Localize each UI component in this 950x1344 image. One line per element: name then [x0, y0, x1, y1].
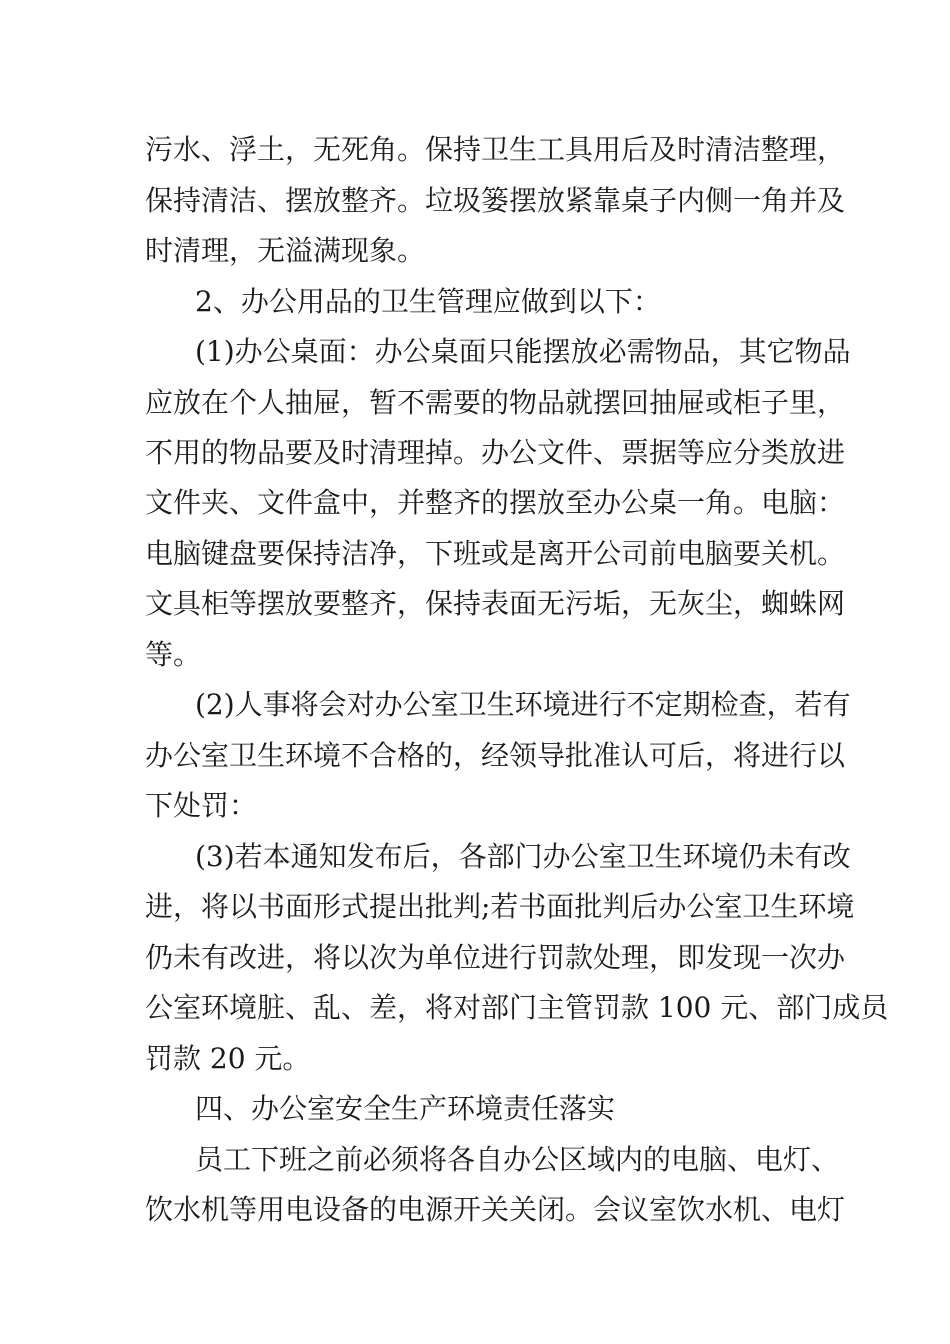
text-line: (1)办公桌面：办公桌面只能摆放必需物品，其它物品	[195, 335, 851, 368]
text-line: 应放在个人抽屉，暂不需要的物品就摆回抽屉或柜子里，	[145, 386, 846, 419]
section-heading: 四、办公室安全生产环境责任落实	[195, 1092, 616, 1125]
text-line: 文具柜等摆放要整齐，保持表面无污垢，无灰尘，蜘蛛网	[145, 587, 846, 620]
text-line: 电脑键盘要保持洁净，下班或是离开公司前电脑要关机。	[145, 537, 846, 570]
text-line: 不用的物品要及时清理掉。办公文件、票据等应分类放进	[145, 436, 846, 469]
text-line: 仍未有改进，将以次为单位进行罚款处理，即发现一次办	[145, 941, 846, 974]
section-heading: 2、办公用品的卫生管理应做到以下：	[195, 285, 661, 318]
text-line: 公室环境脏、乱、差，将对部门主管罚款 100 元、部门成员	[145, 991, 889, 1024]
text-line: 污水、浮土，无死角。保持卫生工具用后及时清洁整理，	[145, 133, 846, 166]
text-line: 下处罚：	[145, 789, 258, 822]
text-line: 保持清洁、摆放整齐。垃圾篓摆放紧靠桌子内侧一角并及	[145, 184, 846, 217]
text-line: 罚款 20 元。	[145, 1042, 311, 1075]
text-line: (2)人事将会对办公室卫生环境进行不定期检查，若有	[195, 688, 851, 721]
text-line: (3)若本通知发布后，各部门办公室卫生环境仍未有改	[195, 840, 851, 873]
text-line: 员工下班之前必须将各自办公区域内的电脑、电灯、	[195, 1143, 840, 1176]
text-line: 等。	[145, 638, 202, 671]
text-line: 办公室卫生环境不合格的，经领导批准认可后，将进行以	[145, 739, 846, 772]
text-line: 文件夹、文件盒中，并整齐的摆放至办公桌一角。电脑：	[145, 486, 846, 519]
text-line: 时清理，无溢满现象。	[145, 234, 426, 267]
text-line: 进，将以书面形式提出批判;若书面批判后办公室卫生环境	[145, 890, 855, 923]
text-line: 饮水机等用电设备的电源开关关闭。会议室饮水机、电灯	[145, 1193, 846, 1226]
